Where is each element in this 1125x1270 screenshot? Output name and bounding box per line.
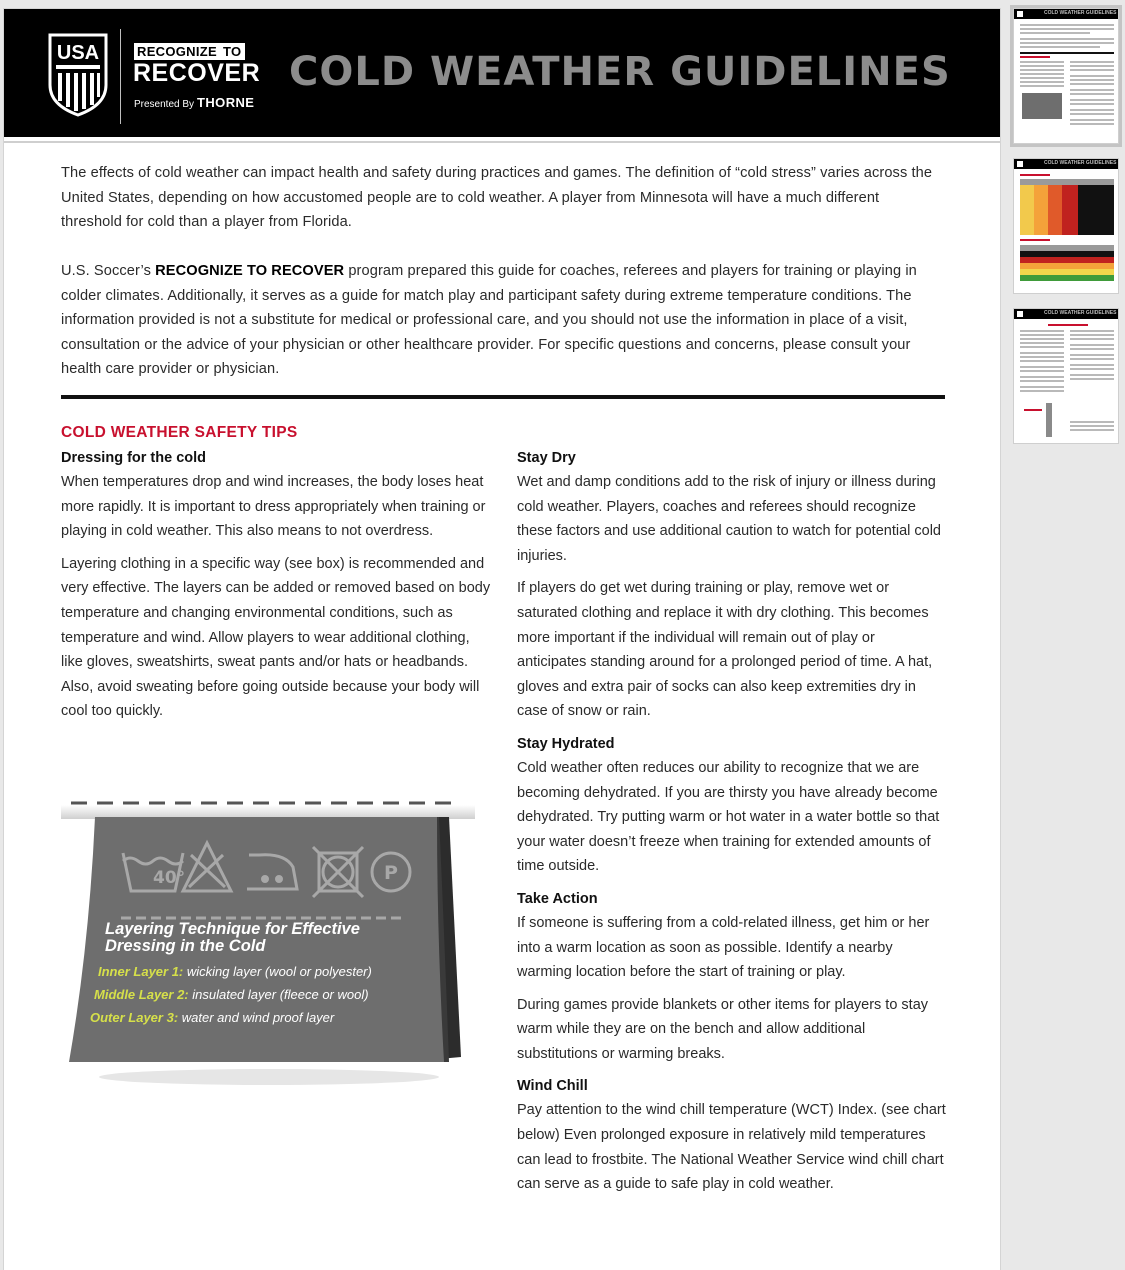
stay-dry-paragraph-1: Wet and damp conditions add to the risk of injury or illness during cold weather. Players, coaches and referees should recognize these factors and use additional caution to watch for potential cold injuries. bbox=[517, 474, 941, 564]
intro-paragraph-1: The effects of cold weather can impact health and safety during practices and games. The definition of “cold stress” varies across the United States, depending on how accustomed people are to cold weather. A player from Minnesota will have a much different threshold for cold than a player from Florida. bbox=[61, 165, 933, 230]
svg-text:40°: 40° bbox=[153, 868, 186, 888]
page-thumbnail-3[interactable]: COLD WEATHER GUIDELINES bbox=[1013, 308, 1119, 444]
safety-tips-title: COLD WEATHER SAFETY TIPS bbox=[61, 424, 298, 441]
stay-hydrated-paragraph: Cold weather often reduces our ability to recognize that we are becoming dehydrated. If you are thirsty you have already become dehydrated. Try putting warm or hot water in a water bottle so that your water doesn’t freeze when training for extended amounts of time outside. bbox=[517, 759, 940, 875]
wind-chill-heading: Wind Chill bbox=[517, 1078, 588, 1095]
banner-underline bbox=[4, 141, 1001, 143]
presented-by: Presented By THORNE bbox=[134, 95, 255, 110]
take-action-heading: Take Action bbox=[517, 890, 598, 907]
dressing-paragraph-2: Layering clothing in a specific way (see box) is recommended and very effective. The layers can be added or removed based on body temperature and changing environmental conditions, such as temperature and wind. Allow players to wear additional clothing, like gloves, sweatshirts, sweat pants and/or hats or headbands. Also, avoid sweating before going outside because your body will cool too quickly. bbox=[61, 555, 491, 720]
stay-dry-heading: Stay Dry bbox=[517, 450, 576, 466]
recover-wordmark: RECOVER bbox=[133, 59, 261, 87]
stay-dry-paragraph-2: If players do get wet during training or play, remove wet or saturated clothing and replace it with dry clothing. This becomes more important if the individual will remain out of play or anticipates standing around for a prolonged period of time. A hat, gloves and extra pair of socks can also keep extremities dry in case of snow or rain. bbox=[517, 580, 933, 720]
section-divider bbox=[61, 395, 945, 399]
document-page bbox=[3, 8, 1001, 1270]
stay-hydrated-heading: Stay Hydrated bbox=[517, 735, 615, 752]
sponsor-name: THORNE bbox=[197, 95, 255, 110]
left-column bbox=[61, 446, 491, 732]
right-column bbox=[517, 446, 947, 1205]
take-action-paragraph-1: If someone is suffering from a cold-related illness, get him or her into a warm location as soon as possible. Identify a nearby warming location before the start of training or play. bbox=[517, 914, 930, 981]
layering-title: Layering Technique for Effective Dressing in the Cold bbox=[105, 920, 360, 955]
inner-layer-line: Inner Layer 1: wicking layer (wool or polyester) bbox=[98, 964, 372, 979]
header-banner bbox=[4, 9, 1001, 137]
wind-chill-paragraph: Pay attention to the wind chill temperature (WCT) Index. (see chart below) Even prolonged exposure in relatively mild temperatures can lead to frostbite. The National Weather Service wind chill chart can serve as a guide to safe play in cold weather. bbox=[517, 1102, 946, 1193]
middle-layer-line: Middle Layer 2: insulated layer (fleece or wool) bbox=[94, 987, 369, 1002]
dressing-heading: Dressing for the cold bbox=[61, 450, 207, 466]
recognize-badge: RECOGNIZE TO bbox=[134, 43, 245, 60]
page-thumbnail-2[interactable]: COLD WEATHER GUIDELINES bbox=[1013, 158, 1119, 294]
usa-shield-logo-icon bbox=[48, 33, 108, 117]
svg-text:P: P bbox=[384, 862, 398, 884]
svg-text:USA: USA bbox=[56, 42, 100, 64]
logo-divider bbox=[120, 29, 121, 124]
take-action-paragraph-2: During games provide blankets or other items for players to stay warm while they are on the bench and allow additional substitutions or warming breaks. bbox=[517, 996, 929, 1062]
page-title: COLD WEATHER GUIDELINES bbox=[289, 49, 951, 95]
dressing-paragraph-1: When temperatures drop and wind increases, the body loses heat more rapidly. It is important to dress appropriately when training or playing in cold weather. This also means to not overdress. bbox=[61, 474, 486, 540]
outer-layer-line: Outer Layer 3: water and wind proof layer bbox=[90, 1010, 335, 1025]
page-thumbnail-1[interactable]: COLD WEATHER GUIDELINES bbox=[1013, 8, 1119, 144]
intro-paragraph-2: U.S. Soccer’s RECOGNIZE TO RECOVER program prepared this guide for coaches, referees and players for training or playing in colder climates. Additionally, it serves as a guide for match play and participant safety during extreme temperature conditions. The information provided is not a substitute for medical or professional care, and you should not use the information in place of a visit, consultation or the advice of your physician or other healthcare provider. For specific questions and concerns, please consult your health care provider or physician. bbox=[61, 263, 917, 377]
